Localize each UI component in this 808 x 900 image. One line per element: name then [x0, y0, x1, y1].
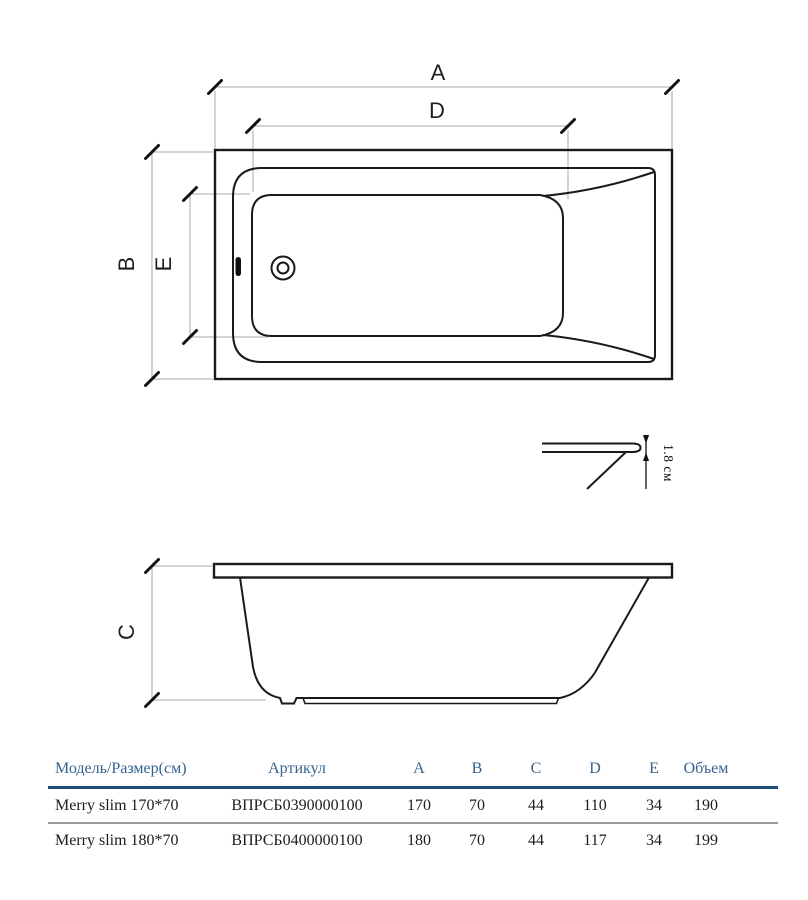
top-view [114, 60, 679, 386]
cell-b: 70 [469, 796, 485, 814]
cell-model: Merry slim 170*70 [55, 796, 179, 814]
cell-model: Merry slim 180*70 [55, 831, 179, 849]
dimension-c [114, 560, 266, 707]
side-rim-flange [214, 564, 672, 578]
dimension-e [151, 188, 268, 344]
dimension-thickness [643, 435, 676, 489]
header-cell-model: Модель/Размер(см) [55, 760, 187, 777]
cell-b: 70 [469, 831, 485, 849]
header-cell-c: C [530, 760, 542, 777]
header-cell-a: A [413, 760, 425, 777]
side-view [114, 560, 672, 707]
header-cell-b: B [471, 760, 483, 777]
dim-label-c: C [114, 624, 139, 640]
cell-volume: 199 [694, 831, 718, 849]
dim-label-b: B [114, 256, 139, 272]
header-cell-e: E [649, 760, 659, 777]
rim-profile [542, 444, 641, 453]
spec-table [48, 752, 778, 857]
cell-c: 44 [528, 796, 544, 814]
drain-icon [272, 257, 295, 280]
header-cell-d: D [589, 760, 601, 777]
cell-d: 117 [583, 831, 607, 849]
tub-basin [252, 195, 563, 336]
dim-label-d: D [429, 98, 445, 123]
header-cell-volume: Объем [683, 760, 729, 777]
rim-detail [542, 435, 676, 489]
table-row [48, 789, 778, 822]
rim-wall-line [587, 452, 626, 489]
tub-inner-lip [233, 168, 655, 362]
cell-c: 44 [528, 831, 544, 849]
cell-d: 110 [583, 796, 607, 814]
dimension-d [247, 98, 575, 199]
overflow-slot-icon [236, 257, 242, 276]
cell-e: 34 [646, 831, 662, 849]
dim-label-e: E [151, 256, 176, 272]
table-row [48, 824, 778, 857]
cell-a: 180 [407, 831, 431, 849]
header-cell-article: Артикул [268, 760, 326, 777]
side-body-outline [240, 578, 649, 704]
cell-e: 34 [646, 796, 662, 814]
backrest-curve-bottom [543, 335, 654, 359]
cell-article: ВПРСБ0400000100 [231, 831, 363, 849]
cell-article: ВПРСБ0390000100 [231, 796, 363, 814]
cell-volume: 190 [694, 796, 718, 814]
table-header-row [48, 752, 778, 786]
dim-label-thickness: 1.8 см [661, 444, 676, 482]
dim-label-a: A [430, 60, 446, 85]
backrest-curve-top [543, 172, 654, 196]
cell-a: 170 [407, 796, 431, 814]
